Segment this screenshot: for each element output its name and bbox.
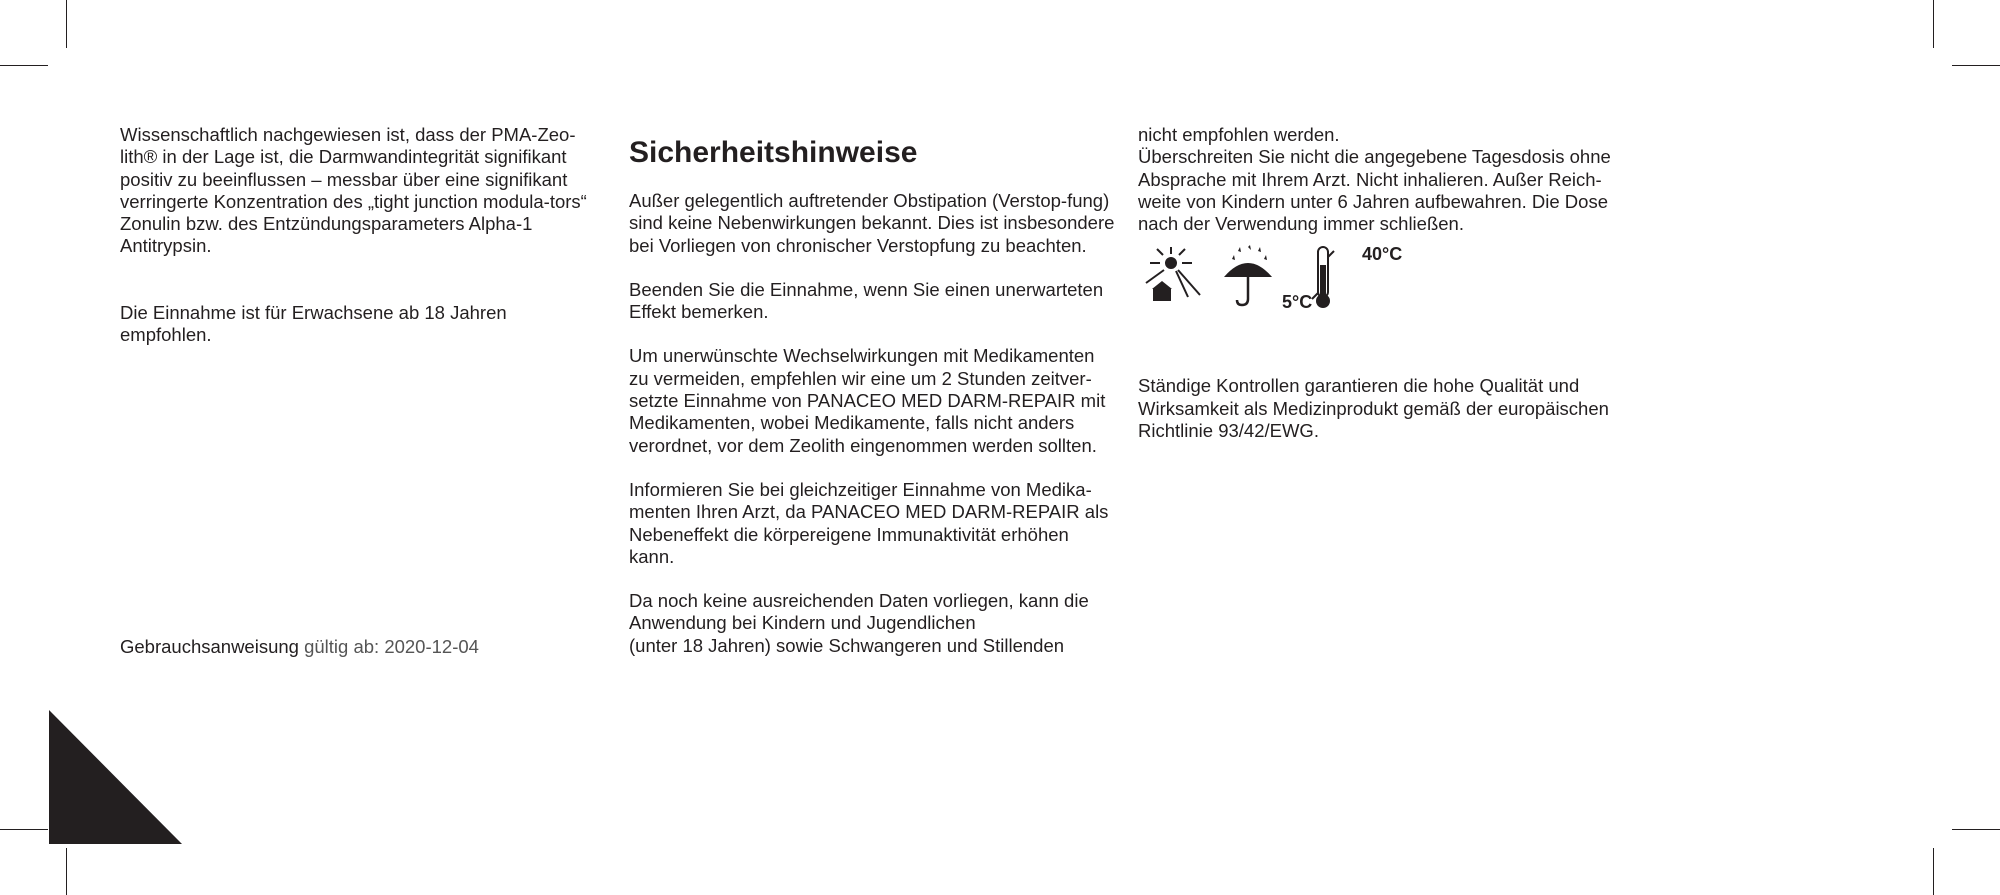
middle-paragraph-2: Beenden Sie die Einnahme, wenn Sie einen unerwarteten Effekt bemerken. <box>629 278 1104 323</box>
temperature-max-label: 40°C <box>1362 244 1403 265</box>
keep-dry-icon <box>1218 245 1278 311</box>
section-heading: Sicherheitshinweise <box>629 136 918 169</box>
middle-column <box>629 124 1119 657</box>
footer-label: Gebrauchsanweisung <box>120 636 299 657</box>
crop-mark <box>66 0 67 48</box>
temperature-min-label: 5°C <box>1282 292 1313 313</box>
left-column <box>120 124 600 346</box>
middle-paragraph-5-line2: (unter 18 Jahren) sowie Schwangeren und Stillenden <box>629 634 1065 656</box>
right-paragraph-2: Ständige Kontrollen garantieren die hohe Qualität und Wirksamkeit als Medizinprodukt gemäß der europäischen Richtlinie 93/42/EWG. <box>1138 375 1609 442</box>
crop-mark <box>1952 829 2000 830</box>
middle-paragraph-4: Informieren Sie bei gleichzeitiger Einnahme von Medika-menten Ihren Arzt, da PANACEO MED DARM-REPAIR als Nebeneffekt die körpereigene Immunaktivität erhöhen kann. <box>629 478 1109 567</box>
keep-away-from-sunlight-icon <box>1138 245 1204 311</box>
crop-mark <box>1952 65 2000 66</box>
storage-symbols <box>1138 245 1638 319</box>
corner-triangle-marker <box>49 710 182 844</box>
crop-mark <box>0 65 48 66</box>
right-paragraph-1: Überschreiten Sie nicht die angegebene Tagesdosis ohne Absprache mit Ihrem Arzt. Nicht inhalieren. Außer Reich-weite von Kindern unter 6 Jahren aufbewahren. Die Dose nach der Verwendung immer schließen. <box>1138 146 1611 235</box>
crop-mark <box>66 848 67 895</box>
left-paragraph-1: Wissenschaftlich nachgewiesen ist, dass der PMA-Zeo-lith® in der Lage ist, die Darmwandintegrität signifikant positiv zu beeinflussen – messbar über eine signifikant verringerte Konzentration des „tight junction modula-tors“ Zonulin bzw. des Entzündungsparameters Alpha-1 Antitrypsin. <box>120 124 587 257</box>
middle-paragraph-1: Außer gelegentlich auftretender Obstipation (Verstop-fung) sind keine Nebenwirkungen bekannt. Dies ist insbesondere bei Vorliegen von chronischer Verstopfung zu beachten. <box>629 190 1115 256</box>
footer-date: gültig ab: 2020-12-04 <box>304 636 479 657</box>
crop-mark <box>1933 848 1934 895</box>
middle-paragraph-5 <box>629 590 1119 657</box>
crop-mark <box>1933 0 1934 48</box>
right-column <box>1138 124 1638 442</box>
middle-paragraph-5-line1: Da noch keine ausreichenden Daten vorliegen, kann die Anwendung bei Kindern und Jugendlichen <box>629 590 1089 634</box>
right-line-1: nicht empfohlen werden. <box>1138 124 1340 145</box>
middle-paragraph-3: Um unerwünschte Wechselwirkungen mit Medikamenten zu vermeiden, empfehlen wir eine um 2 Stunden zeitver-setzte Einnahme von PANACEO MED DARM-REPAIR mit Medikamenten, wobei Medikamente, falls nicht anders verordnet, vor dem Zeolith eingenommen werden sollten. <box>629 345 1106 456</box>
crop-mark <box>0 829 48 830</box>
left-paragraph-2: Die Einnahme ist für Erwachsene ab 18 Jahren empfohlen. <box>120 301 507 346</box>
footer-validity <box>120 636 479 658</box>
